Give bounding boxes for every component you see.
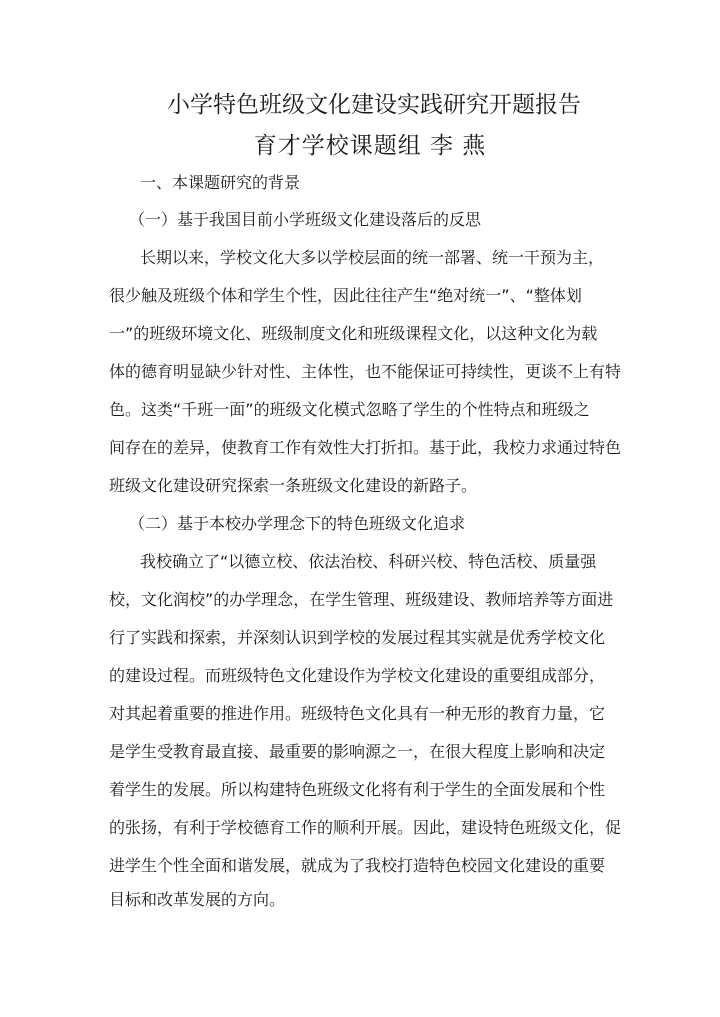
paragraph-line: 校，文化润校”的办学理念，在学生管理、班级建设、教师培养等方面进: [109, 590, 614, 609]
paragraph-line: 的建设过程。而班级特色文化建设作为学校文化建设的重要组成部分，: [109, 666, 606, 685]
paragraph-line: 目标和改革发展的方向。: [109, 890, 286, 909]
paragraph-line: 长期以来，学校文化大多以学校层面的统一部署、统一干预为主，: [140, 248, 605, 267]
section-heading: 一、本课题研究的背景: [140, 173, 301, 192]
document-subtitle: 育才学校课题组 李 燕: [253, 133, 487, 159]
paragraph-line: 色。这类“千班一面”的班级文化模式忽略了学生的个性特点和班级之: [109, 400, 590, 419]
paragraph-line: 是学生受教育最直接、最重要的影响源之一，在很大程度上影响和决定: [109, 742, 606, 761]
paragraph-line: 的张扬，有利于学校德育工作的顺利开展。因此，建设特色班级文化，促: [109, 818, 622, 837]
paragraph-line: 着学生的发展。所以构建特色班级文化将有利于学生的全面发展和个性: [109, 780, 606, 799]
subsection-heading: （二）基于本校办学理念下的特色班级文化追求: [129, 514, 466, 533]
paragraph-line: 班级文化建设研究探索一条班级文化建设的新路子。: [109, 476, 478, 495]
paragraph-line: 行了实践和探索，并深刻认识到学校的发展过程其实就是优秀学校文化: [109, 628, 606, 647]
paragraph-line: 我校确立了“以德立校、依法治校、科研兴校、特色活校、质量强: [140, 552, 597, 571]
paragraph-line: 很少触及班级个体和学生个性，因此往往产生“绝对统一”、“整体划: [109, 286, 582, 305]
paragraph-line: 对其起着重要的推进作用。班级特色文化具有一种无形的教育力量，它: [109, 704, 606, 723]
document-title: 小学特色班级文化建设实践研究开题报告: [167, 92, 581, 118]
paragraph-line: 进学生个性全面和谐发展，就成为了我校打造特色校园文化建设的重要: [109, 856, 606, 875]
paragraph-line: 体的德育明显缺少针对性、主体性，也不能保证可持续性，更谈不上有特: [109, 362, 622, 381]
subsection-heading: （一）基于我国目前小学班级文化建设落后的反思: [129, 210, 482, 229]
paragraph-line: 一”的班级环境文化、班级制度文化和班级课程文化，以这种文化为载: [109, 324, 598, 343]
paragraph-line: 间存在的差异，使教育工作有效性大打折扣。基于此，我校力求通过特色: [109, 438, 622, 457]
